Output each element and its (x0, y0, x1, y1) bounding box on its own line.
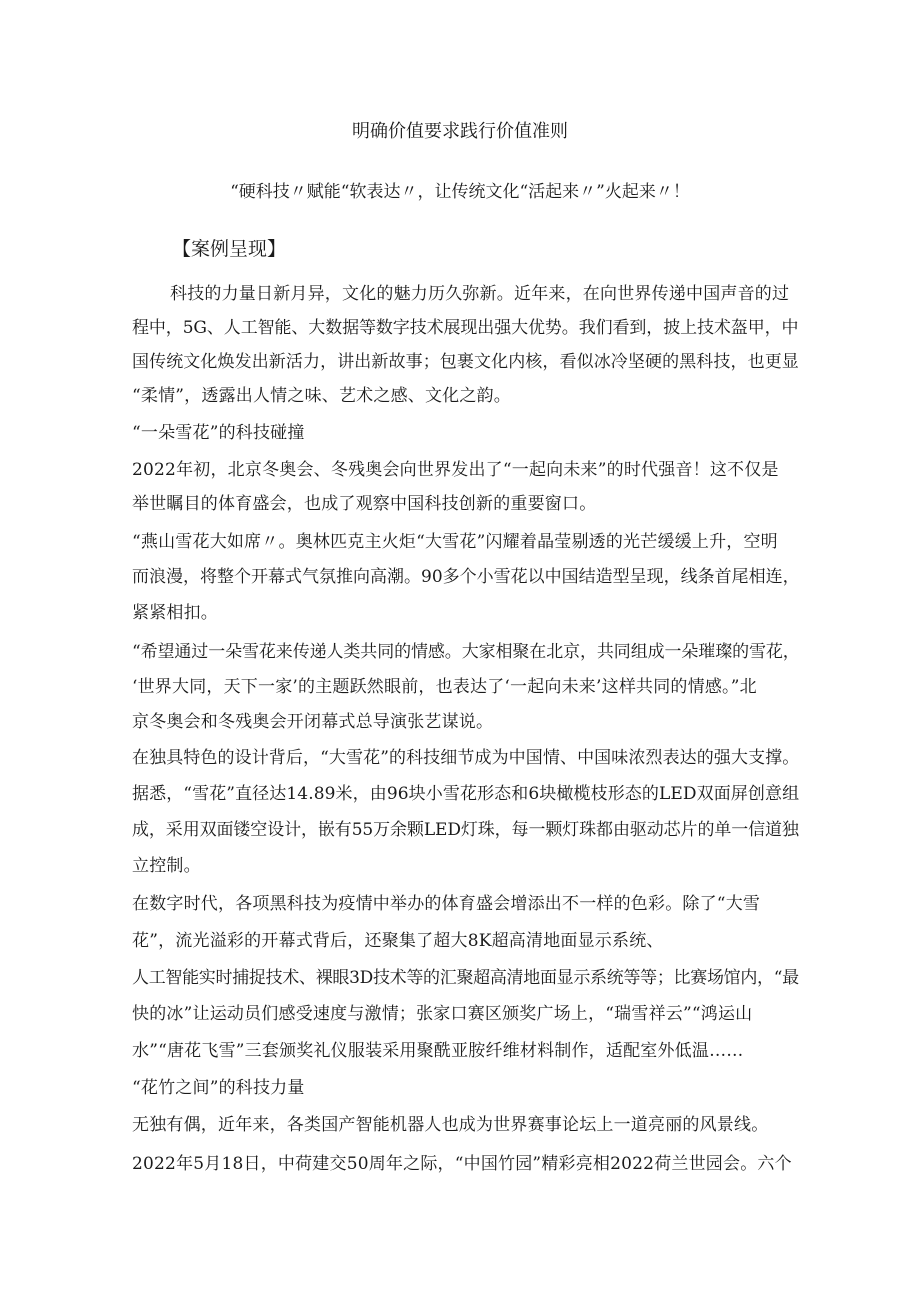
section-heading: “花竹之间”的科技力量 (132, 1078, 305, 1098)
paragraph-line: 在数字时代，各项黑科技为疫情中举办的体育盛会增添出不一样的色彩。除了“大雪 (132, 894, 761, 914)
paragraph-line: “希望通过一朵雪花来传递人类共同的情感。大家相聚在北京，共同组成一朵璀璨的雪花， (132, 642, 800, 662)
paragraph-line: 紧紧相扣。 (132, 603, 218, 623)
paragraph-line: 立控制。 (132, 856, 201, 876)
paragraph-line: 而浪漫，将整个开幕式气氛推向高潮。90多个小雪花以中国结造型呈现，线条首尾相连， (132, 567, 800, 587)
paragraph-line: 2022年5月18日，中荷建交50周年之际，“中国竹园”精彩亮相2022荷兰世园会。六个 (132, 1154, 792, 1174)
paragraph-line: 花”，流光溢彩的开幕式背后，还聚集了超大8K超高清地面显示系统、 (132, 931, 664, 951)
paragraph-line: 京冬奥会和冬残奥会开闭幕式总导演张艺谋说。 (132, 712, 494, 732)
paragraph-line: “柔情”，透露出人情之味、艺术之感、文化之韵。 (132, 386, 511, 406)
paragraph-line: 无独有偶，近年来，各类国产智能机器人也成为世界赛事论坛上一道亮丽的风景线。 (132, 1115, 769, 1135)
paragraph-line: ‘世界大同，天下一家’的主题跃然眼前，也表达了‘一起向未来’这样共同的情感。”北 (132, 677, 757, 697)
paragraph-line: 国传统文化焕发出新活力，讲出新故事；包裹文化内核，看似冰冷坚硬的黑科技，也更显 (132, 352, 799, 372)
document-title: 明确价值要求践行价值准则 (352, 121, 568, 142)
document-subtitle: “硬科技〃赋能“软表达〃，让传统文化“活起来〃”火起来〃！ (230, 182, 690, 202)
section-label: 【案例呈现】 (172, 238, 287, 260)
section-heading: “一朵雪花”的科技碰撞 (132, 423, 305, 443)
paragraph-line: 2022年初，北京冬奥会、冬残奥会向世界发出了“一起向未来”的时代强音！这不仅是 (132, 460, 779, 480)
paragraph-line: 在独具特色的设计背后，“大雪花”的科技细节成为中国情、中国味浓烈表达的强大支撑。 (132, 748, 800, 768)
paragraph-line: 水”“唐花飞雪”三套颁奖礼仪服装采用聚酰亚胺纤维材料制作，适配室外低温…… (132, 1041, 744, 1061)
paragraph-line: 快的冰”让运动员们感受速度与激情；张家口赛区颁奖广场上，“瑞雪祥云”“鸿运山 (132, 1004, 753, 1024)
paragraph-line: 据悉，“雪花”直径达14.89米，由96块小雪花形态和6块橄榄枝形态的LED双面屏创意组 (132, 784, 800, 804)
paragraph-line: 程中，5G、人工智能、大数据等数字技术展现出强大优势。我们看到，披上技术盔甲，中 (132, 318, 799, 338)
paragraph-line: 举世瞩目的体育盛会，也成了观察中国科技创新的重要窗口。 (132, 494, 597, 514)
paragraph-line: 人工智能实时捕捉技术、裸眼3D技术等的汇聚超高清地面显示系统等等；比赛场馆内，“最 (132, 968, 799, 988)
paragraph-line: 科技的力量日新月异，文化的魅力历久弥新。近年来，在向世界传递中国声音的过 (170, 284, 790, 304)
paragraph-line: 成，采用双面镂空设计，嵌有55万余颗LED灯珠，每一颗灯珠都由驱动芯片的单一信道独 (132, 820, 799, 840)
paragraph-line: “燕山雪花大如席〃。奥林匹克主火炬“大雪花”闪耀着晶莹剔透的光芒缓缓上升，空明 (132, 532, 778, 552)
